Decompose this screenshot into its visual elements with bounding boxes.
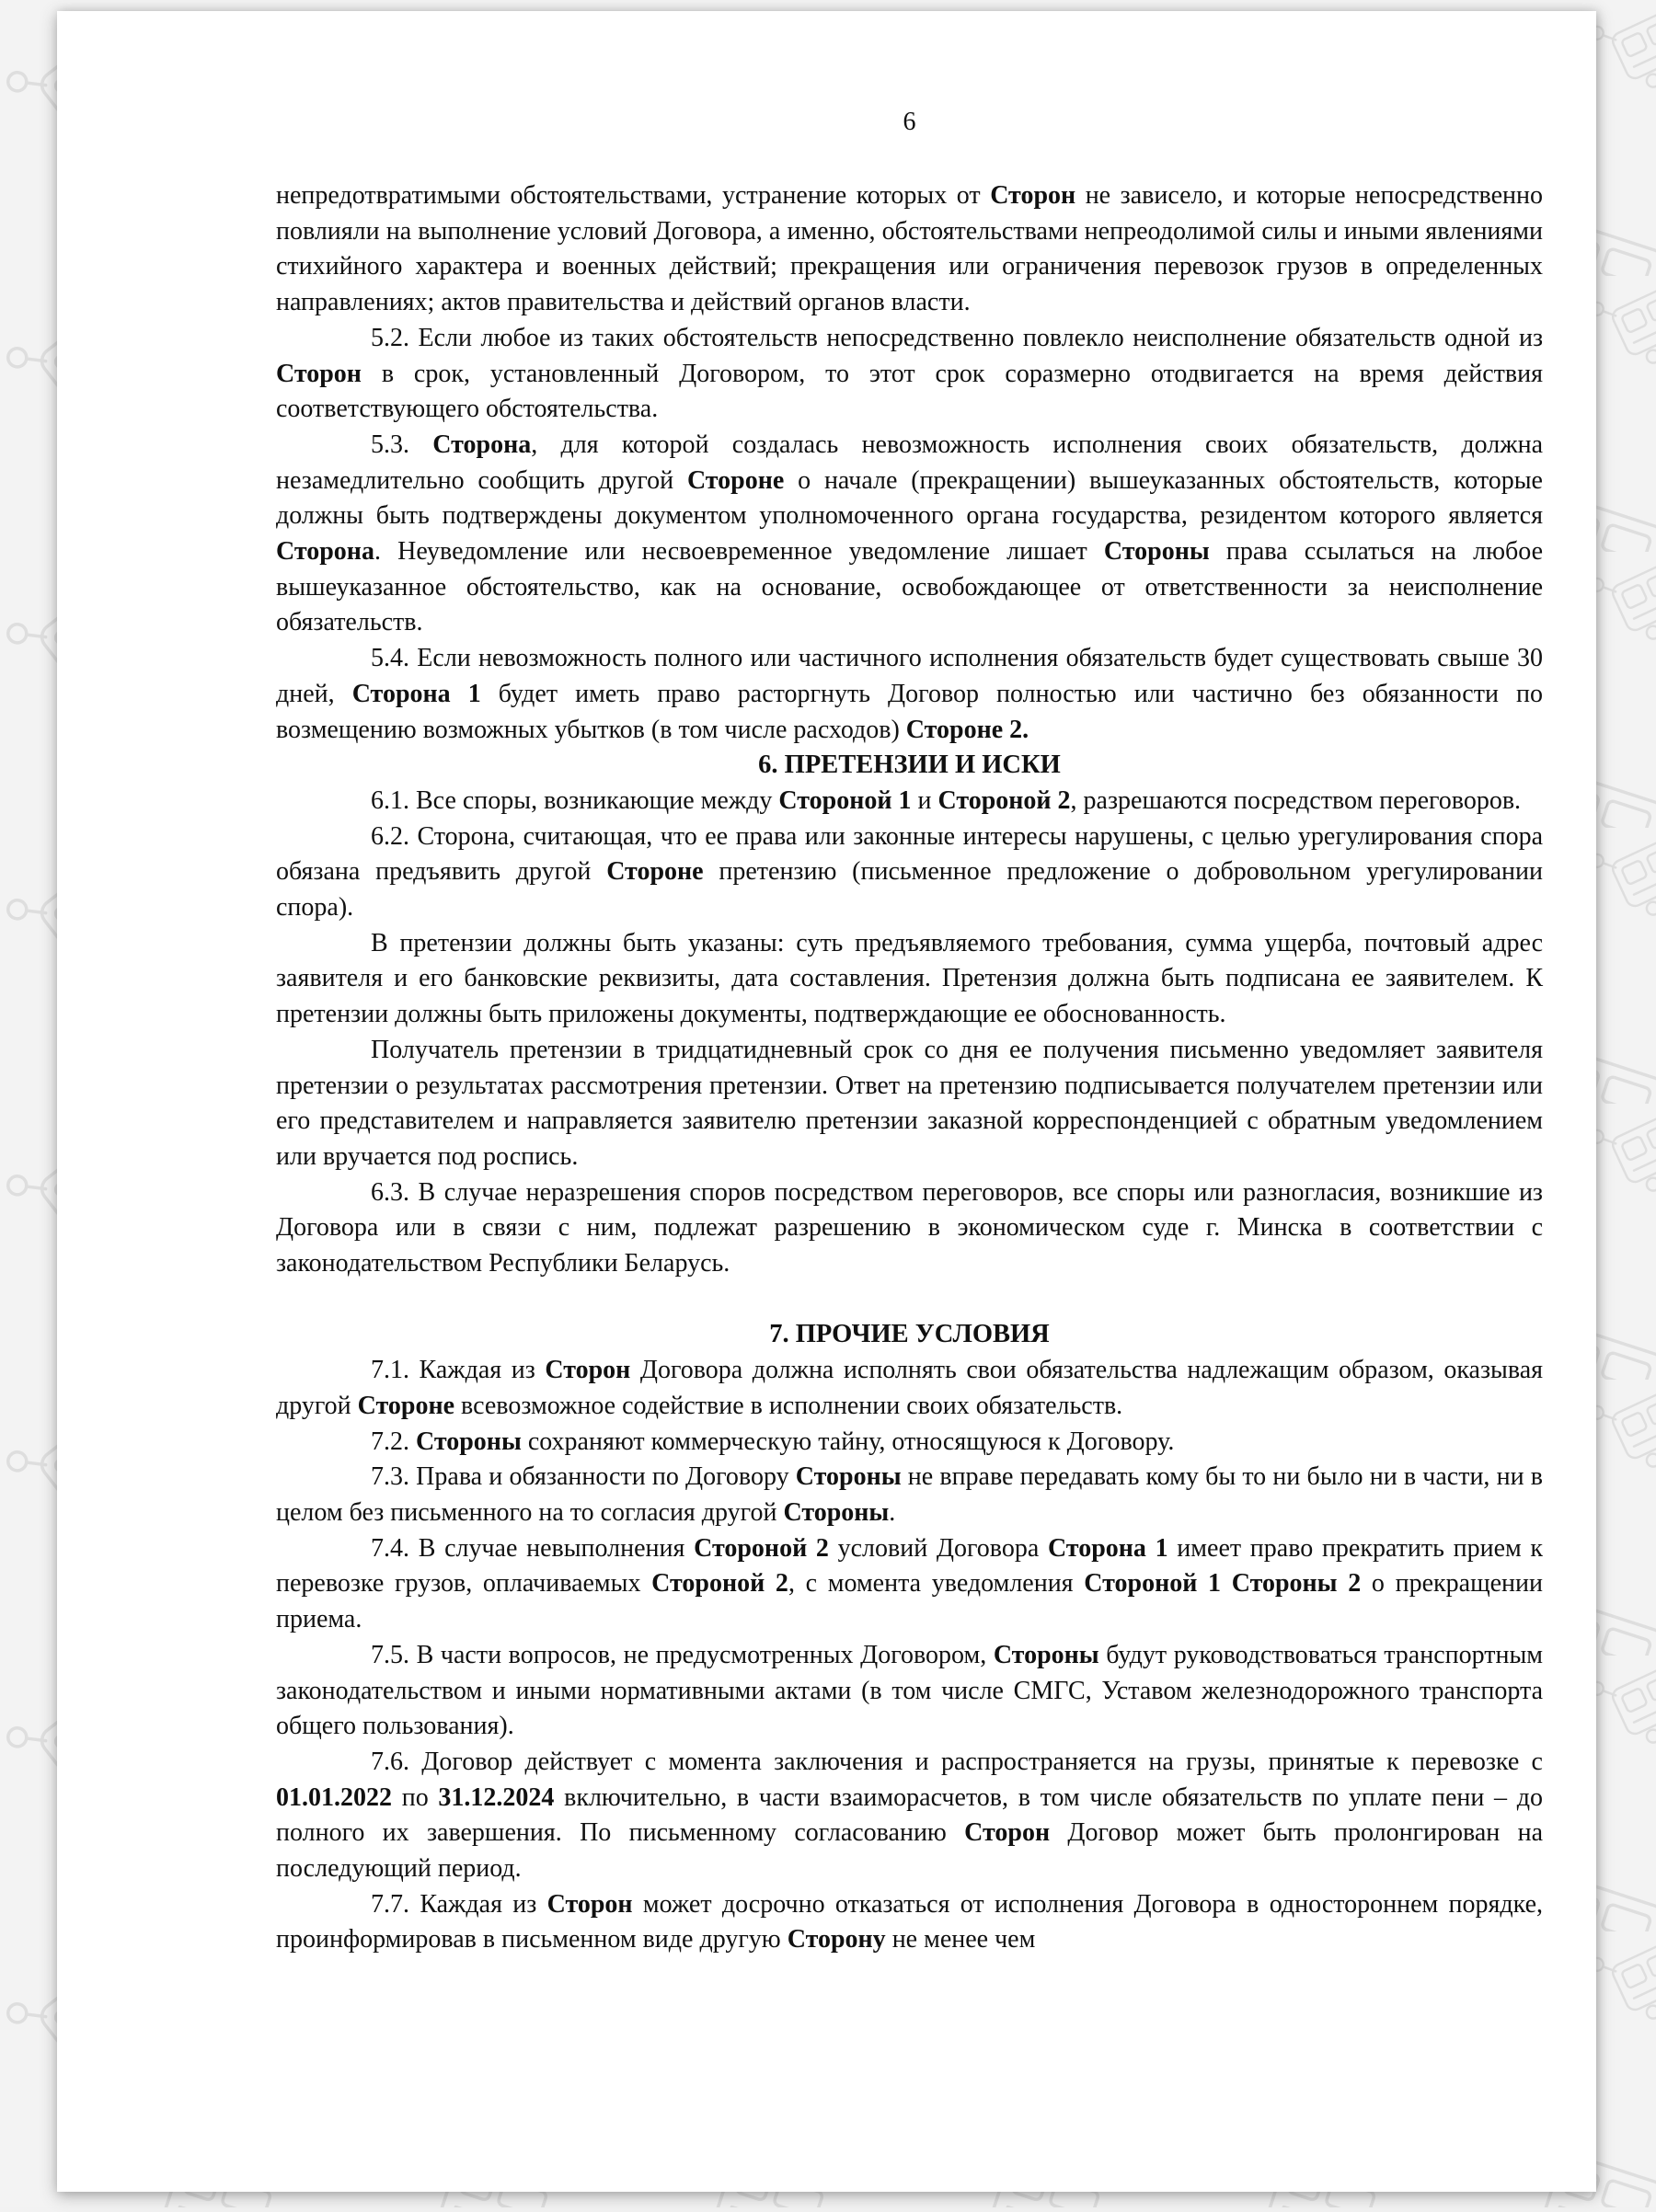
bold-term: Стороны — [993, 1640, 1099, 1669]
paragraph: 7.3. Права и обязанности по Договору Стороны не вправе передавать кому бы то ни было ни в части, ни в целом без письменного на то согласия другой Стороны. — [276, 1462, 1543, 1527]
bold-term: Сторон — [276, 359, 362, 388]
paragraph: 6.2. Сторона, считающая, что ее права или законные интересы нарушены, с целью урегулирования спора обязана предъявить другой Стороне претензию (письменное предложение о добровольном урегулировании спора). — [276, 821, 1543, 923]
section-heading: 6. ПРЕТЕНЗИИ И ИСКИ — [758, 751, 1061, 780]
bold-term: Сторона 1 — [351, 679, 481, 708]
bold-term: Стороне — [606, 857, 704, 887]
bold-term: Сторон — [545, 1356, 631, 1385]
contract-page — [57, 11, 1596, 2192]
bold-term: Сторона — [276, 537, 374, 567]
bold-term: Сторону — [787, 1925, 886, 1954]
bold-term: Сторон — [990, 181, 1076, 210]
paragraph: 6.1. Все споры, возникающие между Стороной 1 и Стороной 2, разрешаются посредством переговоров. — [371, 785, 1522, 815]
document-body — [276, 178, 1543, 1958]
bold-term: Стороны — [416, 1427, 522, 1456]
paragraph: 5.2. Если любое из таких обстоятельств непосредственно повлекло неисполнение обязательств одной из Сторон в срок, установленный Договором, то этот срок соразмерно отодвигается на время действия соответствующего обстоятельства. — [276, 323, 1543, 424]
bold-term: Стороны — [1103, 537, 1210, 567]
paragraph: 7.7. Каждая из Сторон может досрочно отказаться от исполнения Договора в одностороннем порядке, проинформировав в письменном виде другую Сторону не менее чем — [276, 1889, 1543, 1954]
paragraph: 7.2. Стороны сохраняют коммерческую тайну, относящуюся к Договору. — [371, 1427, 1175, 1456]
bold-term: Стороной 1 Стороны 2 — [1084, 1569, 1362, 1599]
paragraph: 7.4. В случае невыполнения Стороной 2 условий Договора Сторона 1 имеет право прекратить прием к перевозке грузов, оплачиваемых Стороной 2, с момента уведомления Стороной 1 Стороны 2 о прекращении приема. — [276, 1533, 1544, 1634]
bold-term: Сторона 1 — [1047, 1533, 1168, 1563]
bold-term: Стороной 2 — [937, 785, 1071, 815]
bold-term: 01.01.2022 — [276, 1782, 392, 1812]
page-number: 6 — [903, 108, 916, 136]
bold-term: Сторон — [964, 1818, 1051, 1848]
bold-term: Стороной 1 — [778, 785, 912, 815]
bold-term: Стороны — [783, 1498, 890, 1527]
paragraph: 5.4. Если невозможность полного или частичного исполнения обязательств будет существовать свыше 30 дней, Сторона 1 будет иметь право расторгнуть Договор полностью или частично без обязанности по возмещению возможных убытков (в том числе расходов) Стороне 2. — [276, 644, 1543, 744]
page-content — [276, 11, 1543, 1958]
bold-term: Стороной 2 — [651, 1569, 788, 1599]
bold-term: Сторон — [546, 1889, 633, 1919]
bold-term: Стороной 2 — [694, 1533, 829, 1563]
bold-term: Стороны — [795, 1462, 902, 1492]
paragraph: 6.3. В случае неразрешения споров посредством переговоров, все споры или разногласия, возникшие из Договора или в связи с ним, подлежат разрешению в экономическом суде г. Минска в соответствии с законодательством Республики Беларусь. — [276, 1177, 1543, 1278]
section-heading: 7. ПРОЧИЕ УСЛОВИЯ — [769, 1320, 1050, 1349]
bold-term: Сторона — [432, 430, 532, 459]
bold-term: Стороне — [686, 465, 785, 495]
bold-term: Стороне 2. — [905, 715, 1029, 744]
paragraph: 5.3. Сторона, для которой создалась невозможность исполнения своих обязательств, должна незамедлительно сообщить другой Стороне о начале (прекращении) вышеуказанных обстоятельств, которые должны быть подтверждены документом уполномоченного органа государства, резидентом которого является Сторона. Неуведомление или несвоевременное уведомление лишает Стороны права ссылаться на любое вышеуказанное обстоятельство, как на основание, освобождающее от ответственности за неисполнение обязательств. — [276, 430, 1544, 637]
paragraph: непредотвратимыми обстоятельствами, устранение которых от Сторон не зависело, и которые непосредственно повлияли на выполнение условий Договора, а именно, обстоятельствами непреодолимой силы и иными явлениями стихийного характера и военных действий; прекращения или ограничения перевозок грузов в определенных направлениях; актов правительства и действий органов власти. — [276, 181, 1543, 317]
bold-term: 31.12.2024 — [438, 1782, 555, 1812]
paragraph: Получатель претензии в тридцатидневный срок со дня ее получения письменно уведомляет заявителя претензии о результатах рассмотрения претензии. Ответ на претензию подписывается получателем претензии или его представителем и направляется заявителю претензии заказной корреспонденцией с обратным уведомлением или вручается под роспись. — [276, 1035, 1543, 1171]
paragraph: 7.5. В части вопросов, не предусмотренных Договором, Стороны будут руководствоваться транспортным законодательством и иными нормативными актами (в том числе СМГС, Уставом железнодорожного транспорта общего пользования). — [276, 1640, 1543, 1741]
bold-term: Стороне — [357, 1391, 455, 1420]
paragraph: 7.6. Договор действует с момента заключения и распространяется на грузы, принятые к перевозке с 01.01.2022 по 31.12.2024 включительно, в части взаиморасчетов, в том числе обязательств по уплате пени – до полного их завершения. По письменному согласованию Сторон Договор может быть пролонгирован на последующий период. — [276, 1747, 1544, 1884]
paragraph: В претензии должны быть указаны: суть предъявляемого требования, сумма ущерба, почтовый адрес заявителя и его банковские реквизиты, дата составления. Претензия должна быть подписана ее заявителем. К претензии должны быть приложены документы, подтверждающие ее обоснованность. — [276, 928, 1543, 1029]
paragraph: 7.1. Каждая из Сторон Договора должна исполнять свои обязательства надлежащим образом, оказывая другой Стороне всевозможное содействие в исполнении своих обязательств. — [276, 1356, 1543, 1420]
